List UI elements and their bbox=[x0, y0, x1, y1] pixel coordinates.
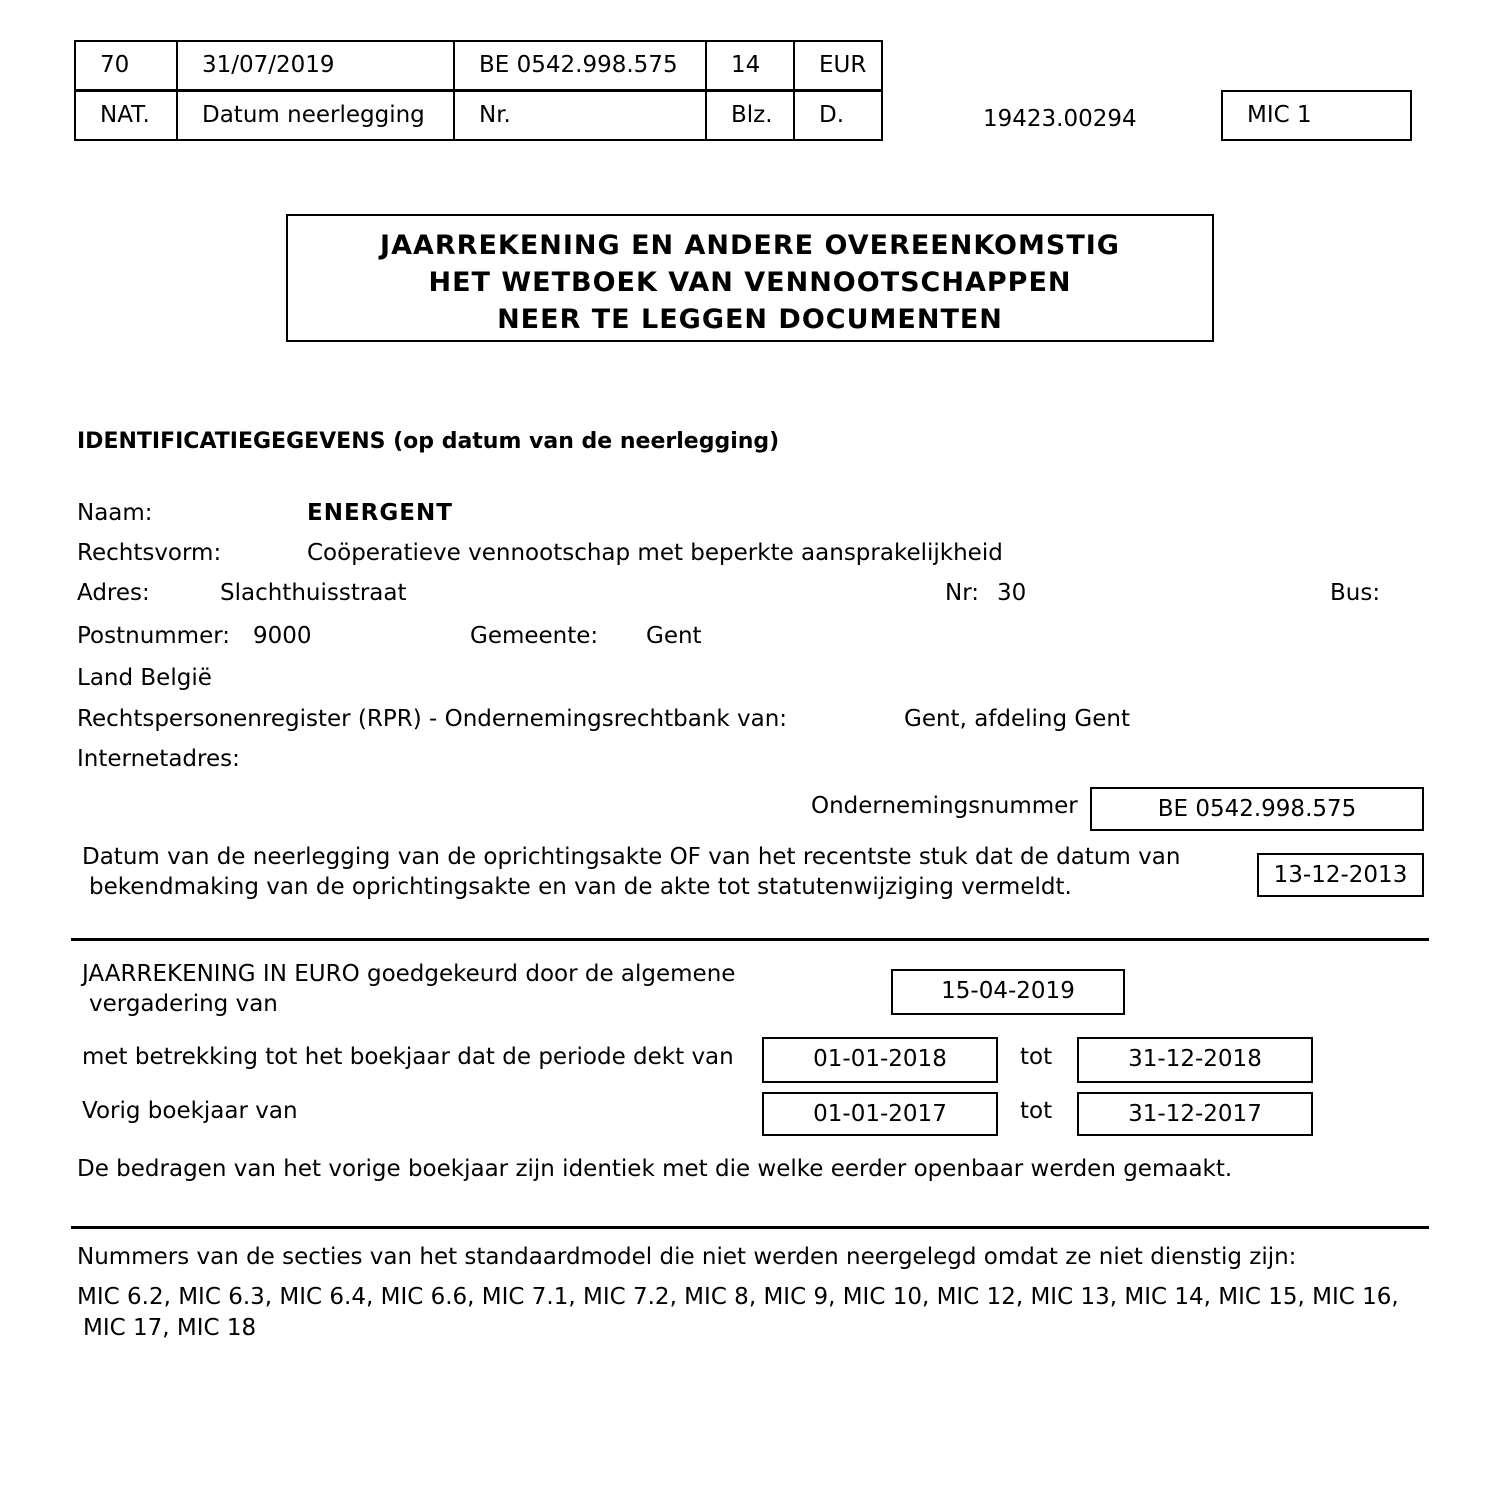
deed-text-line2: bekendmaking van de oprichtingsakte en van de akte tot statutenwijziging vermeldt. bbox=[89, 874, 1072, 900]
approved-text-line2: vergadering van bbox=[89, 991, 278, 1017]
rpr-label: Rechtspersonenregister (RPR) - Ondernemingsrechtbank van: bbox=[77, 706, 788, 732]
previous-year-label: Vorig boekjaar van bbox=[82, 1098, 298, 1124]
header-cell-currency-label: D. bbox=[793, 90, 883, 141]
name-label: Naam: bbox=[77, 500, 153, 526]
header-cell-nr-label: Nr. bbox=[453, 90, 707, 141]
identical-amounts-text: De bedragen van het vorige boekjaar zijn identiek met die welke eerder openbaar werden gemaakt. bbox=[77, 1156, 1233, 1182]
document-title-line1: JAARREKENING EN ANDERE OVEREENKOMSTIG bbox=[380, 230, 1120, 261]
header-cell-currency-value: EUR bbox=[793, 40, 883, 91]
previous-from-box: 01-01-2017 bbox=[762, 1092, 998, 1136]
period-from-box: 01-01-2018 bbox=[762, 1037, 998, 1083]
legal-form-value: Coöperatieve vennootschap met beperkte aansprakelijkheid bbox=[307, 540, 1003, 566]
bus-label: Bus: bbox=[1330, 580, 1381, 606]
legal-form-label: Rechtsvorm: bbox=[77, 540, 222, 566]
previous-to-label: tot bbox=[1020, 1098, 1053, 1124]
identification-heading: IDENTIFICATIEGEGEVENS (op datum van de neerlegging) bbox=[77, 429, 780, 454]
deed-text-line1: Datum van de neerlegging van de oprichtingsakte OF van het recentste stuk dat de datum van bbox=[82, 844, 1181, 870]
period-to-label: tot bbox=[1020, 1044, 1053, 1070]
header-cell-date-label: Datum neerlegging bbox=[176, 90, 455, 141]
model-code-box: MIC 1 bbox=[1221, 90, 1412, 141]
period-to-box: 31-12-2018 bbox=[1077, 1037, 1313, 1083]
enterprise-number-box: BE 0542.998.575 bbox=[1090, 787, 1424, 831]
address-value: Slachthuisstraat bbox=[220, 580, 407, 606]
reference-number: 19423.00294 bbox=[983, 106, 1137, 132]
approved-text-line1: JAARREKENING IN EURO goedgekeurd door de algemene bbox=[82, 961, 736, 987]
house-number-value: 30 bbox=[997, 580, 1027, 606]
header-cell-date-value: 31/07/2019 bbox=[176, 40, 455, 91]
header-cell-page-label: Blz. bbox=[705, 90, 795, 141]
document-title-line2: HET WETBOEK VAN VENNOOTSCHAPPEN bbox=[428, 267, 1072, 298]
header-cell-nat-label: NAT. bbox=[74, 90, 178, 141]
previous-to-box: 31-12-2017 bbox=[1077, 1092, 1313, 1136]
header-cell-nat-value: 70 bbox=[74, 40, 178, 91]
sections-list-line2: MIC 17, MIC 18 bbox=[83, 1315, 257, 1341]
period-label: met betrekking tot het boekjaar dat de periode dekt van bbox=[82, 1044, 734, 1070]
enterprise-number-label: Ondernemingsnummer bbox=[811, 793, 1078, 819]
document-title-line3: NEER TE LEGGEN DOCUMENTEN bbox=[497, 304, 1003, 335]
municipality-value: Gent bbox=[646, 623, 702, 649]
house-number-label: Nr: bbox=[945, 580, 980, 606]
address-label: Adres: bbox=[77, 580, 150, 606]
postcode-label: Postnummer: bbox=[77, 623, 231, 649]
divider-1 bbox=[71, 938, 1429, 941]
rpr-value: Gent, afdeling Gent bbox=[904, 706, 1130, 732]
sections-label: Nummers van de secties van het standaardmodel die niet werden neergelegd omdat ze niet dienstig zijn: bbox=[77, 1244, 1297, 1270]
postcode-value: 9000 bbox=[253, 623, 312, 649]
header-cell-page-value: 14 bbox=[705, 40, 795, 91]
internet-label: Internetadres: bbox=[77, 746, 240, 772]
divider-2 bbox=[71, 1226, 1429, 1229]
country-text: Land België bbox=[77, 665, 212, 691]
approved-date-box: 15-04-2019 bbox=[891, 969, 1125, 1015]
sections-list-line1: MIC 6.2, MIC 6.3, MIC 6.4, MIC 6.6, MIC 7.1, MIC 7.2, MIC 8, MIC 9, MIC 10, MIC 12, MIC 13, MIC 14, MIC 15, MIC 16, bbox=[77, 1284, 1399, 1310]
header-cell-nr-value: BE 0542.998.575 bbox=[453, 40, 707, 91]
deed-date-box: 13-12-2013 bbox=[1257, 853, 1424, 897]
municipality-label: Gemeente: bbox=[470, 623, 599, 649]
name-value: ENERGENT bbox=[307, 500, 453, 526]
